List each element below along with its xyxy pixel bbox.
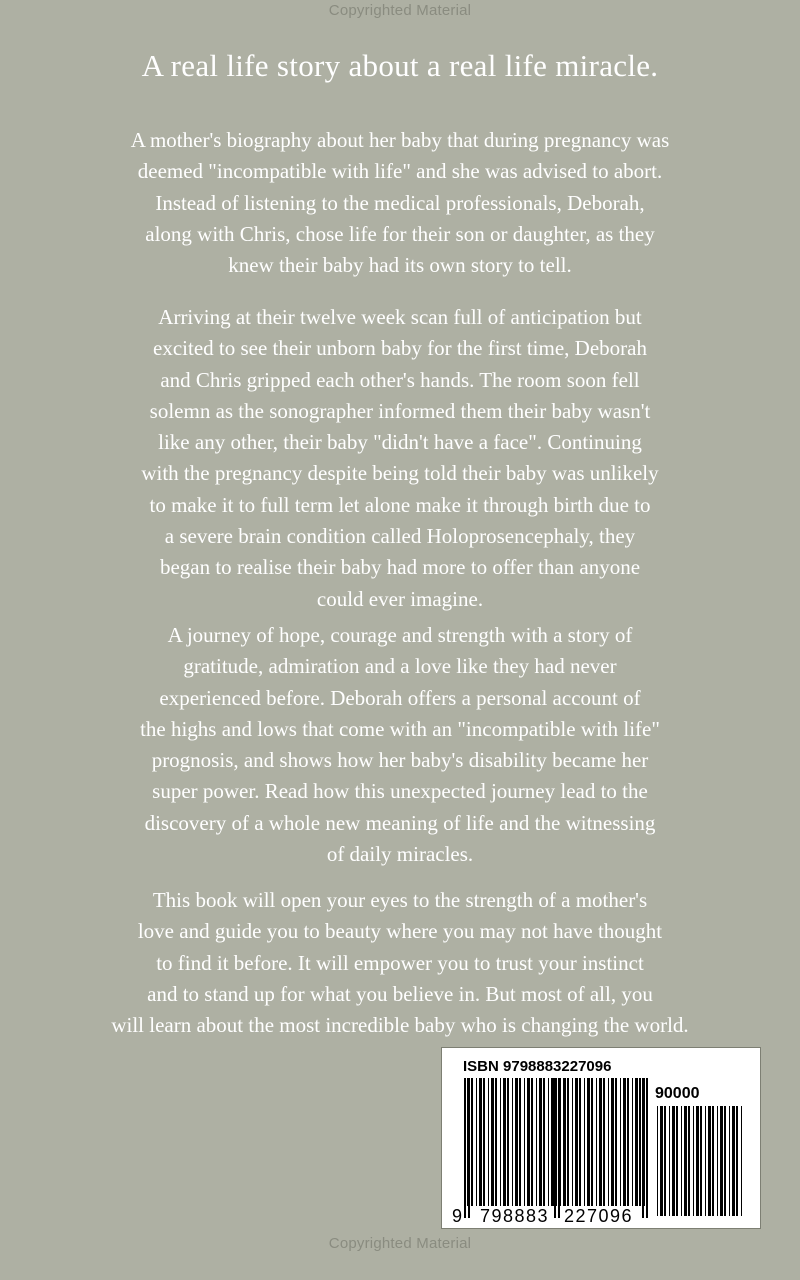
barcode-digits-group-2: 227096	[564, 1206, 634, 1226]
back-cover-headline: A real life story about a real life miracle.	[141, 48, 659, 83]
blurb-paragraph-3: A journey of hope, courage and strength with a story of gratitude, admiration and a love like they had never experienced before. Deborah offers a personal account of the highs and lows that come with an "incompatible with life" prognosis, and shows how her baby's disability became her super power. Read how this unexpected journey lead to the discovery of a whole new meaning of life and the witnessing of daily miracles.	[140, 623, 660, 867]
isbn-barcode	[441, 1047, 761, 1229]
blurb-paragraph-2: Arriving at their twelve week scan full of anticipation but excited to see their unborn baby for the first time, Deborah and Chris gripped each other's hands. The room soon fell solemn as the sonographer informed them their baby wasn't like any other, their baby "didn't have a face". Continuing with the pregnancy despite being told their baby was unlikely to make it to full term let alone make it through birth due to a severe brain condition called Holoprosencephaly, they began to realise their baby had more to offer than anyone could ever imagine.	[141, 305, 659, 611]
copyright-watermark-bottom: Copyrighted Material	[328, 1235, 472, 1252]
barcode-digit-lead: 9	[452, 1206, 463, 1226]
barcode-bars	[442, 1048, 762, 1230]
isbn-label: ISBN 9798883227096	[463, 1058, 612, 1075]
blurb-paragraph-1: A mother's biography about her baby that during pregnancy was deemed "incompatible with life" and she was advised to abort. Instead of listening to the medical professionals, Deborah, along with Chris, chose life for their son or daughter, as they knew their baby had its own story to tell.	[130, 128, 670, 278]
price-code: 90000	[655, 1085, 700, 1102]
blurb-paragraph-4: This book will open your eyes to the strength of a mother's love and guide you to beauty where you may not have thought to find it before. It will empower you to trust your instinct and to stand up for what you believe in. But most of all, you will learn about the most incredible baby who is changing the world.	[111, 888, 689, 1038]
barcode-digits-group-1: 798883	[480, 1206, 550, 1226]
copyright-watermark-top: Copyrighted Material	[328, 2, 472, 19]
